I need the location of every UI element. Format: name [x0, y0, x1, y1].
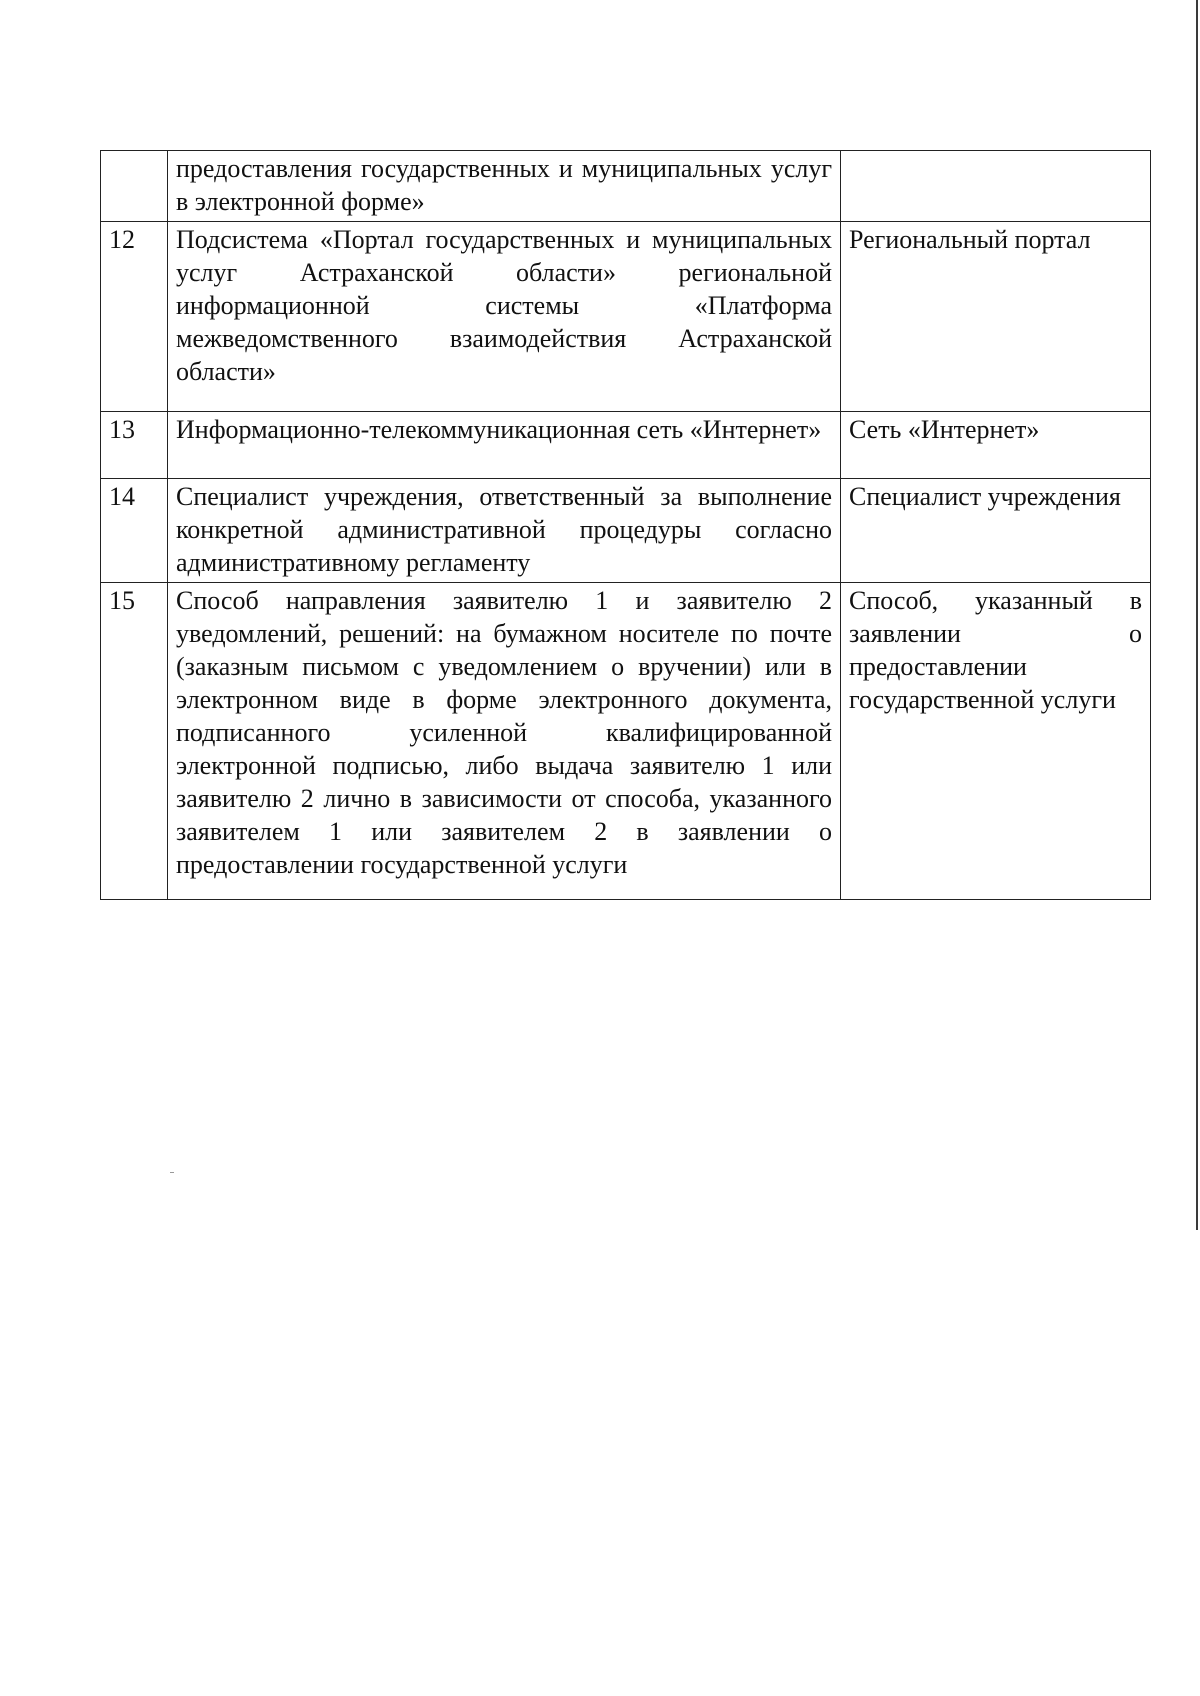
row-number: 12 — [101, 222, 168, 412]
row-description: предоставления государственных и муниципальных услуг в электронной форме» — [168, 151, 841, 222]
table-row — [101, 222, 1151, 412]
row-number: 13 — [101, 412, 168, 479]
row-short-name: Сеть «Интернет» — [841, 412, 1151, 479]
row-description: Специалист учреждения, ответственный за выполнение конкретной административной процедуры согласно административному регламенту — [168, 479, 841, 583]
row-description: Подсистема «Портал государственных и муниципальных услуг Астраханской области» региональной информационной системы «Платформа межведомственного взаимодействия Астраханской области» — [168, 222, 841, 412]
table-row — [101, 412, 1151, 479]
row-number: 15 — [101, 583, 168, 900]
table-row — [101, 583, 1151, 900]
scan-edge-line — [1196, 0, 1198, 1230]
row-number: 14 — [101, 479, 168, 583]
row-number — [101, 151, 168, 222]
row-short-name: Способ, указанный в заявлении о предоставлении государственной услуги — [841, 583, 1151, 900]
row-description: Способ направления заявителю 1 и заявителю 2 уведомлений, решений: на бумажном носителе по почте (заказным письмом с уведомлением о вручении) или в электронном виде в форме электронного документа, подписанного усиленной квалифицированной электронной подписью, либо выдача заявителю 1 или заявителю 2 лично в зависимости от способа, указанного заявителем 1 или заявителем 2 в заявлении о предоставлении государственной услуги — [168, 583, 841, 900]
row-short-name: Специалист учреждения — [841, 479, 1151, 583]
table-row — [101, 151, 1151, 222]
row-short-name — [841, 151, 1151, 222]
table-row — [101, 479, 1151, 583]
scan-speck — [170, 1172, 174, 1173]
terms-table — [100, 150, 1151, 900]
row-short-name: Региональный портал — [841, 222, 1151, 412]
row-description: Информационно-телекоммуникационная сеть «Интернет» — [168, 412, 841, 479]
